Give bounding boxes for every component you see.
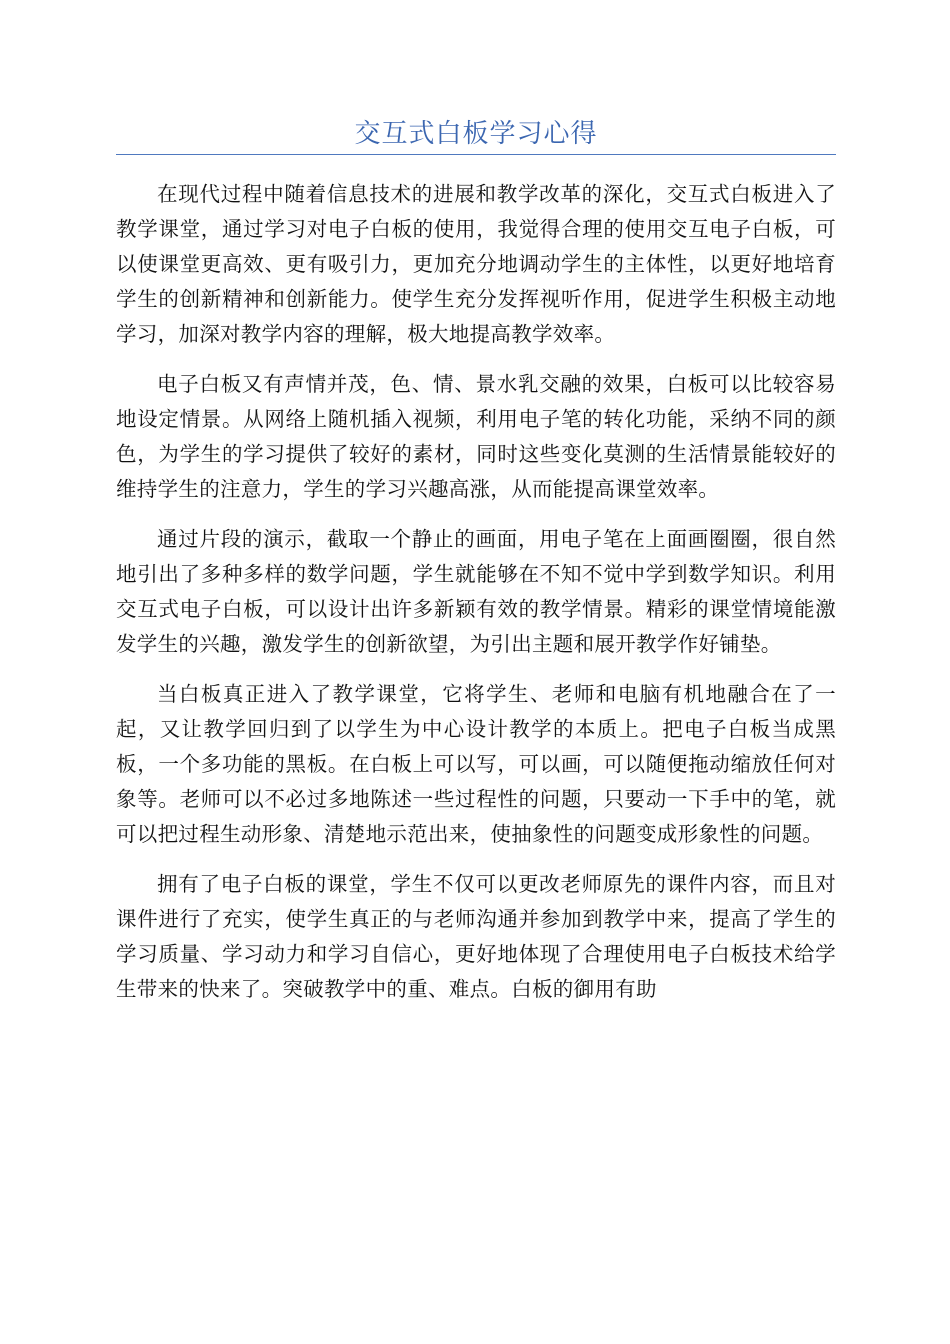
paragraph-2: 电子白板又有声情并茂，色、情、景水乳交融的效果，白板可以比较容易地设定情景。从网络上随机插入视频，利用电子笔的转化功能，采纳不同的颜色，为学生的学习提供了较好的素材，同时这些变化莫测的生活情景能较好的维持学生的注意力，学生的学习兴趣高涨，从而能提高课堂效率。 bbox=[116, 372, 836, 501]
document-title: 交互式白板学习心得 bbox=[354, 119, 598, 149]
paragraph-3: 通过片段的演示，截取一个静止的画面，用电子笔在上面画圈圈，很自然地引出了多种多样的数学问题，学生就能够在不知不觉中学到数学知识。利用交互式电子白板，可以设计出许多新颖有效的教学情景。精彩的课堂情境能激发学生的兴趣，激发学生的创新欲望，为引出主题和展开教学作好铺垫。 bbox=[116, 527, 836, 656]
document-page bbox=[116, 0, 836, 1344]
paragraph-5: 拥有了电子白板的课堂，学生不仅可以更改老师原先的课件内容，而且对课件进行了充实，使学生真正的与老师沟通并参加到教学中来，提高了学生的学习质量、学习动力和学习自信心，更好地体现了合理使用电子白板技术给学生带来的快来了。突破教学中的重、难点。白板的御用有助 bbox=[116, 872, 836, 1001]
document-body bbox=[116, 177, 836, 1007]
paragraph-1: 在现代过程中随着信息技术的进展和教学改革的深化，交互式白板进入了教学课堂，通过学习对电子白板的使用，我觉得合理的使用交互电子白板，可以使课堂更高效、更有吸引力，更加充分地调动学生的主体性，以更好地培育学生的创新精神和创新能力。使学生充分发挥视听作用，促进学生积极主动地学习，加深对教学内容的理解，极大地提高教学效率。 bbox=[116, 182, 836, 346]
title-underline bbox=[116, 154, 836, 155]
paragraph-4: 当白板真正进入了教学课堂，它将学生、老师和电脑有机地融合在了一起，又让教学回归到了以学生为中心设计教学的本质上。把电子白板当成黑板，一个多功能的黑板。在白板上可以写，可以画，可以随便拖动缩放任何对象等。老师可以不必过多地陈述一些过程性的问题，只要动一下手中的笔，就可以把过程生动形象、清楚地示范出来，使抽象性的问题变成形象性的问题。 bbox=[116, 682, 836, 846]
